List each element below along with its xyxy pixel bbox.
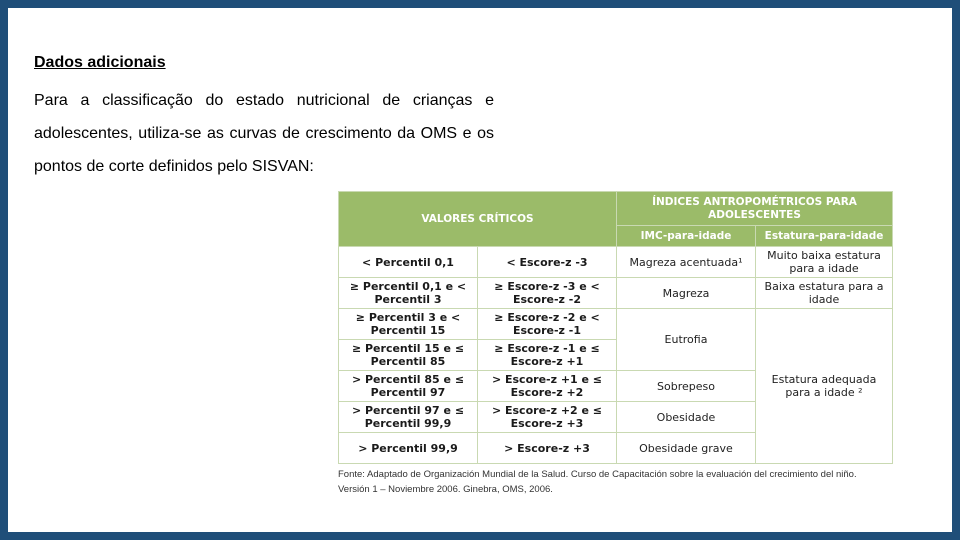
header-imc: IMC-para-idade <box>617 226 756 247</box>
cell-percentil: > Percentil 99,9 <box>339 433 478 464</box>
cell-escore: ≥ Escore-z -1 e ≤ Escore-z +1 <box>478 340 617 371</box>
cell-percentil: > Percentil 85 e ≤ Percentil 97 <box>339 371 478 402</box>
table-row <box>339 278 893 309</box>
classification-table-wrapper <box>338 191 892 497</box>
cell-percentil: ≥ Percentil 15 e ≤ Percentil 85 <box>339 340 478 371</box>
classification-table <box>338 191 893 464</box>
cell-percentil: < Percentil 0,1 <box>339 247 478 278</box>
cell-estatura: Estatura adequada para a idade ² <box>756 309 893 464</box>
intro-paragraph: Para a classificação do estado nutricional de crianças e adolescentes, utiliza-se as curvas de crescimento da OMS e os pontos de corte definidos pelo SISVAN: <box>34 92 494 175</box>
cell-escore: ≥ Escore-z -3 e < Escore-z -2 <box>478 278 617 309</box>
cell-percentil: ≥ Percentil 3 e < Percentil 15 <box>339 309 478 340</box>
cell-imc: Eutrofia <box>617 309 756 371</box>
header-valores-criticos: VALORES CRÍTICOS <box>339 192 617 247</box>
cell-imc: Obesidade grave <box>617 433 756 464</box>
slide <box>8 8 952 532</box>
header-indices: ÍNDICES ANTROPOMÉTRICOS PARA ADOLESCENTES <box>617 192 893 226</box>
cell-imc: Magreza <box>617 278 756 309</box>
cell-percentil: ≥ Percentil 0,1 e < Percentil 3 <box>339 278 478 309</box>
table-source <box>338 467 892 497</box>
table-row <box>339 309 893 340</box>
cell-escore: < Escore-z -3 <box>478 247 617 278</box>
cell-estatura: Muito baixa estatura para a idade <box>756 247 893 278</box>
cell-imc: Sobrepeso <box>617 371 756 402</box>
cell-escore: > Escore-z +3 <box>478 433 617 464</box>
cell-escore: > Escore-z +2 e ≤ Escore-z +3 <box>478 402 617 433</box>
cell-percentil: > Percentil 97 e ≤ Percentil 99,9 <box>339 402 478 433</box>
cell-imc: Obesidade <box>617 402 756 433</box>
cell-imc: Magreza acentuada¹ <box>617 247 756 278</box>
source-line-2: Versión 1 – Noviembre 2006. Ginebra, OMS, 2006. <box>338 484 553 495</box>
cell-estatura: Baixa estatura para a idade <box>756 278 893 309</box>
section-heading: Dados adicionais <box>34 54 166 71</box>
table-row <box>339 247 893 278</box>
source-line-1: Fonte: Adaptado de Organización Mundial de la Salud. Curso de Capacitación sobre la evaluación del crecimiento del niño. <box>338 469 857 480</box>
cell-escore: > Escore-z +1 e ≤ Escore-z +2 <box>478 371 617 402</box>
header-estatura: Estatura-para-idade <box>756 226 893 247</box>
cell-escore: ≥ Escore-z -2 e < Escore-z -1 <box>478 309 617 340</box>
